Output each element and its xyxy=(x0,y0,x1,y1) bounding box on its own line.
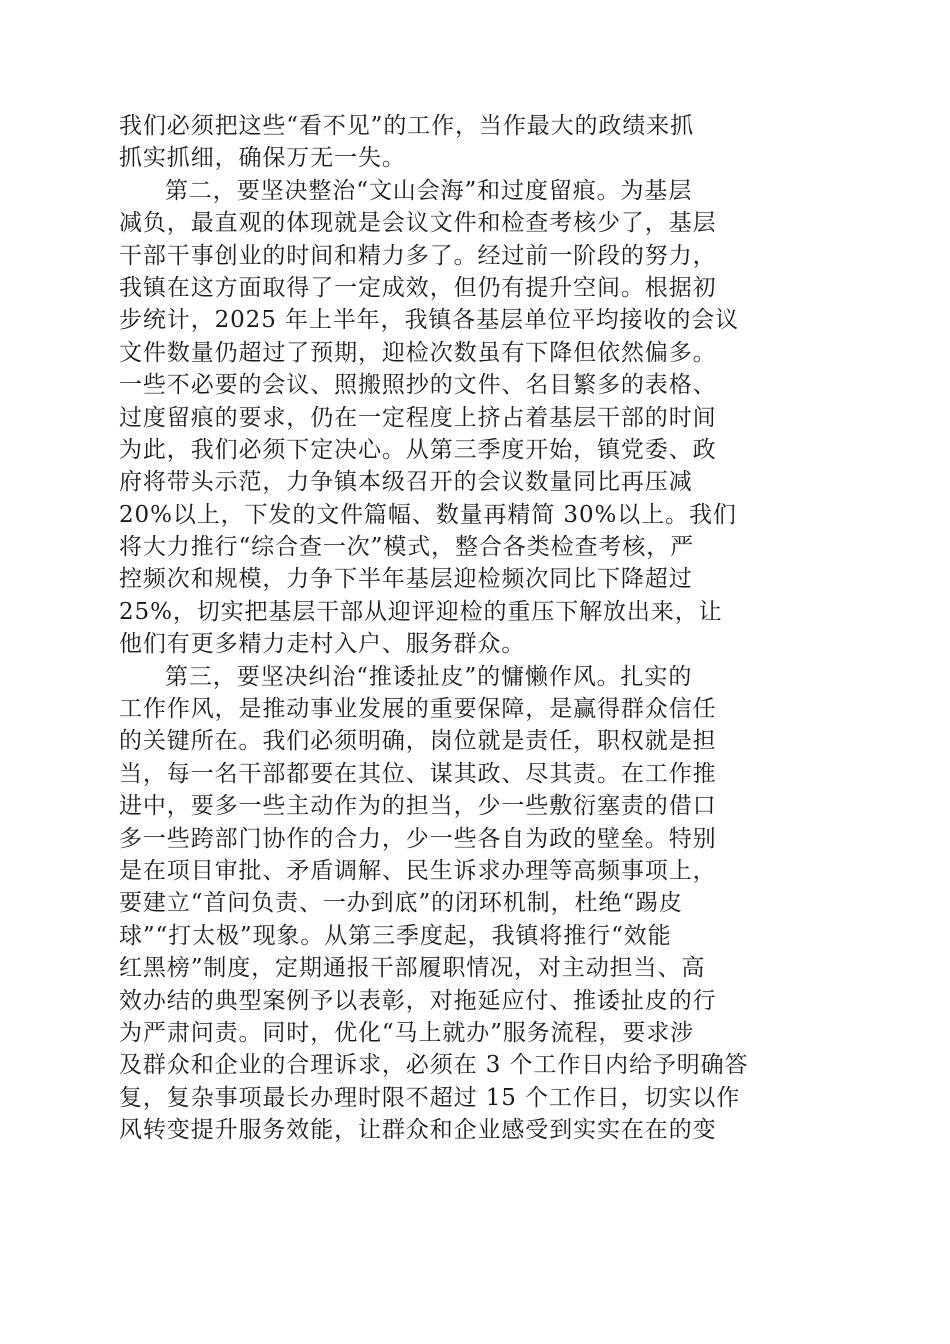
text-line: 要建立“首问负责、一办到底”的闭环机制，杜绝“踢皮 xyxy=(119,890,683,917)
paragraph-first-line: 第三，要坚决纠治“推诿扯皮”的慵懒作风。扎实的 xyxy=(165,663,693,690)
text-line: 步统计，2025 年上半年，我镇各基层单位平均接收的会议 xyxy=(119,307,740,334)
document-body xyxy=(119,110,807,1147)
text-line: 为严肃问责。同时，优化“马上就办”服务流程，要求涉 xyxy=(119,1019,695,1046)
text-line: 府将带头示范，力争镇本级召开的会议数量同比再压减 xyxy=(119,469,693,496)
text-line: 及群众和企业的合理诉求，必须在 3 个工作日内给予明确答 xyxy=(119,1052,749,1079)
text-line: 干部干事创业的时间和精力多了。经过前一阶段的努力， xyxy=(119,242,717,269)
text-line: 效办结的典型案例予以表彰，对拖延应付、推诿扯皮的行 xyxy=(119,987,717,1014)
text-line: 工作作风，是推动事业发展的重要保障，是赢得群众信任 xyxy=(119,696,717,723)
text-line: 减负，最直观的体现就是会议文件和检查考核少了，基层 xyxy=(119,210,717,237)
text-line: 我们必须把这些“看不见”的工作，当作最大的政绩来抓 xyxy=(119,113,695,139)
text-line: 是在项目审批、矛盾调解、民生诉求办理等高频事项上， xyxy=(119,857,717,884)
text-line: 我镇在这方面取得了一定成效，但仍有提升空间。根据初 xyxy=(119,274,717,301)
text-line: 一些不必要的会议、照搬照抄的文件、名目繁多的表格、 xyxy=(119,372,717,399)
text-line: 过度留痕的要求，仍在一定程度上挤占着基层干部的时间 xyxy=(119,404,717,431)
text-line: 文件数量仍超过了预期，迎检次数虽有下降但依然偏多。 xyxy=(119,339,717,366)
text-line: 他们有更多精力走村入户、服务群众。 xyxy=(119,631,526,658)
text-line: 25%，切实把基层干部从迎评迎检的重压下解放出来，让 xyxy=(119,598,723,625)
text-line: 20%以上，下发的文件篇幅、数量再精简 30%以上。我们 xyxy=(119,501,737,528)
text-line: 当，每一名干部都要在其位、谋其政、尽其责。在工作推 xyxy=(119,760,717,787)
text-line: 将大力推行“综合查一次”模式，整合各类检查考核，严 xyxy=(119,534,695,561)
text-line: 的关键所在。我们必须明确，岗位就是责任，职权就是担 xyxy=(119,728,717,755)
paragraph-first-line: 第二，要坚决整治“文山会海”和过度留痕。为基层 xyxy=(165,177,693,204)
text-line: 为此，我们必须下定决心。从第三季度开始，镇党委、政 xyxy=(119,436,717,463)
text-line: 复，复杂事项最长办理时限不超过 15 个工作日，切实以作 xyxy=(119,1084,741,1111)
text-line: 多一些跨部门协作的合力，少一些各自为政的壁垒。特别 xyxy=(119,825,717,852)
text-line: 球”“打太极”现象。从第三季度起，我镇将推行“效能 xyxy=(119,922,672,949)
text-line: 控频次和规模，力争下半年基层迎检频次同比下降超过 xyxy=(119,566,693,593)
text-line: 抓实抓细，确保万无一失。 xyxy=(119,145,406,172)
text-line: 进中，要多一些主动作为的担当，少一些敷衍塞责的借口 xyxy=(119,793,717,820)
text-line: 红黑榜”制度，定期通报干部履职情况，对主动担当、高 xyxy=(119,955,706,982)
text-line: 风转变提升服务效能，让群众和企业感受到实实在在的变 xyxy=(119,1117,717,1144)
